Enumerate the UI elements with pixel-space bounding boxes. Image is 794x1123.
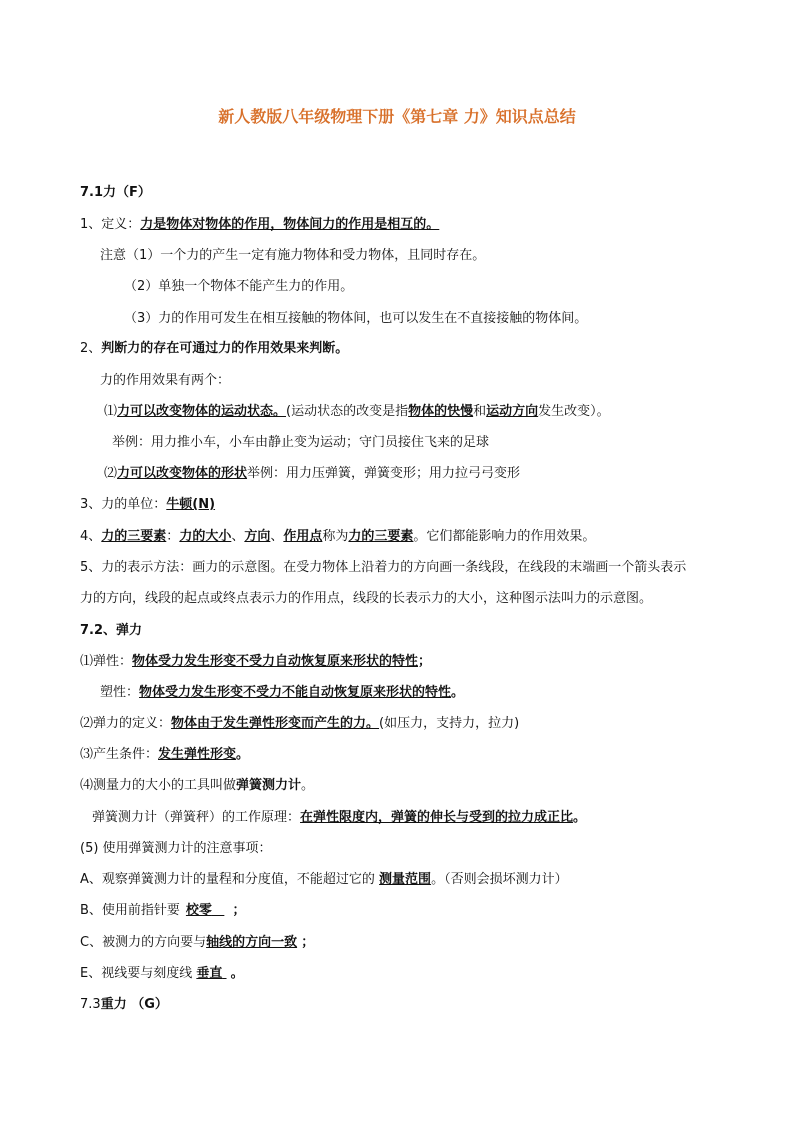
three-elements-line <box>80 528 595 546</box>
note-2: （2）单独一个物体不能产生力的作用。 <box>124 279 354 294</box>
section-heading-7-2: 7.2、弹力 <box>80 623 143 638</box>
three-colon: ： <box>166 529 180 544</box>
effect-1-example: 举例：用力推小车，小车由静止变为运动；守门员接住飞来的足球 <box>112 435 490 450</box>
principle-line <box>92 809 586 827</box>
elasticity-text: 物体受力发生形变不受力自动恢复原来形状的特性 <box>132 654 419 669</box>
judge-line <box>80 340 348 358</box>
representation-line-2: 力的方向，线段的起点或终点表示力的作用点，线段的长表示力的大小，这种图示法叫力的示意图。 <box>80 591 653 606</box>
effect-1-prefix: ⑴ <box>104 404 118 419</box>
effect-2-main: 力可以改变物体的形状 <box>117 466 248 481</box>
definition-text: 力是物体对物体的作用，物体间力的作用是相互的。 <box>140 217 440 232</box>
representation-line-1: 5、力的表示方法：画力的示意图。在受力物体上沿着力的方向画一条线段，在线段的末端画一个箭头表示 <box>80 560 687 575</box>
condition-end: 。 <box>236 747 250 762</box>
plasticity-text: 物体受力发生形变不受力不能自动恢复原来形状的特性 <box>139 685 452 700</box>
note-e-prefix: E、视线要与刻度线 <box>80 966 193 981</box>
three-elements-b: 力的三要素 <box>348 529 414 544</box>
tool-end: 。 <box>301 778 315 793</box>
elastic-force-end: (如压力，支持力，拉力) <box>379 716 520 731</box>
condition-text: 发生弹性形变 <box>158 747 237 762</box>
note-e-end: 。 <box>230 966 244 981</box>
note-a <box>80 871 568 889</box>
note-1: 注意（1）一个力的产生一定有施力物体和受力物体，且同时存在。 <box>100 248 486 263</box>
elasticity-line <box>80 653 431 671</box>
effects-intro: 力的作用效果有两个： <box>100 373 231 388</box>
note-b-end: ； <box>232 903 246 918</box>
note-e <box>80 965 244 983</box>
note-b <box>80 902 246 920</box>
principle-text: 在弹性限度内，弹簧的伸长与受到的拉力成正比 <box>300 810 574 825</box>
effect-1-and: 和 <box>473 404 487 419</box>
tool-text: 弹簧测力计 <box>236 778 302 793</box>
note-a-prefix: A、观察弹簧测力计的量程和分度值，不能超过它的 <box>80 872 375 887</box>
effect-1 <box>104 403 610 421</box>
effect-2-prefix: ⑵ <box>104 466 118 481</box>
note-c-text: 轴线的方向一致 <box>206 935 298 950</box>
effect-1-main: 力可以改变物体的运动状态。 <box>117 404 287 419</box>
three-sep-2: 、 <box>270 529 284 544</box>
three-prefix: 4、 <box>80 529 102 544</box>
plasticity-line <box>100 684 464 702</box>
effect-2 <box>104 465 520 483</box>
elastic-force-definition <box>80 715 519 733</box>
principle-prefix: 弹簧测力计（弹簧秤）的工作原理： <box>92 810 301 825</box>
section-7-3-text: 重力 （G） <box>100 997 168 1012</box>
note-c-prefix: C、被测力的方向要与 <box>80 935 207 950</box>
note-b-prefix: B、使用前指针要 <box>80 903 180 918</box>
elastic-force-prefix: ⑵弹力的定义： <box>80 716 172 731</box>
three-size: 力的大小 <box>179 529 232 544</box>
note-a-text: 测量范围 <box>379 872 432 887</box>
effect-2-example: 举例：用力压弹簧，弹簧变形；用力拉弓弓变形 <box>247 466 521 481</box>
section-heading-7-1: 7.1力（F） <box>80 185 151 200</box>
note-e-text: 垂直 <box>196 966 223 981</box>
tool-prefix: ⑷测量力的大小的工具叫做 <box>80 778 237 793</box>
section-heading-7-3 <box>80 996 168 1014</box>
three-mid: 称为 <box>322 529 349 544</box>
unit-value: 牛顿(N) <box>166 497 216 512</box>
three-end: 。它们都能影响力的作用效果。 <box>413 529 596 544</box>
elastic-force-text: 物体由于发生弹性形变而产生的力。 <box>171 716 380 731</box>
document-title: 新人教版八年级物理下册《第七章 力》知识点总结 <box>218 107 576 126</box>
note-a-end: 。（否则会损坏测力计） <box>431 872 568 887</box>
elasticity-end: ； <box>418 654 432 669</box>
definition-line <box>80 216 439 234</box>
three-point: 作用点 <box>283 529 323 544</box>
effect-1-keyword-direction: 运动方向 <box>486 404 539 419</box>
principle-end: 。 <box>573 810 587 825</box>
effect-1-paren-b: 发生改变）。 <box>538 404 610 419</box>
three-sep-1: 、 <box>231 529 245 544</box>
note-b-blank <box>180 903 228 918</box>
three-elements-a: 力的三要素 <box>101 529 167 544</box>
section-7-3-number: 7.3 <box>80 997 101 1012</box>
effect-1-paren-a: (运动状态的改变是指 <box>286 404 409 419</box>
effect-1-keyword-speed: 物体的快慢 <box>408 404 474 419</box>
tool-line <box>80 777 314 795</box>
judge-text: 判断力的存在可通过力的作用效果来判断。 <box>101 341 349 356</box>
plasticity-prefix: 塑性： <box>100 685 140 700</box>
plasticity-end: 。 <box>451 685 465 700</box>
unit-prefix: 3、力的单位： <box>80 497 167 512</box>
note-3: （3）力的作用可发生在相互接触的物体间，也可以发生在不直接接触的物体间。 <box>124 311 588 326</box>
note-e-blank <box>196 966 226 981</box>
note-c <box>80 934 314 952</box>
condition-line <box>80 746 249 764</box>
condition-prefix: ⑶产生条件： <box>80 747 159 762</box>
note-c-end: ； <box>301 935 315 950</box>
elasticity-prefix: ⑴弹性： <box>80 654 133 669</box>
three-direction: 方向 <box>244 529 271 544</box>
definition-prefix: 1、定义： <box>80 217 141 232</box>
note-b-text: 校零 <box>185 903 212 918</box>
judge-prefix: 2、 <box>80 341 102 356</box>
unit-line <box>80 496 215 514</box>
notes-title: (5) 使用弹簧测力计的注意事项： <box>80 841 272 856</box>
